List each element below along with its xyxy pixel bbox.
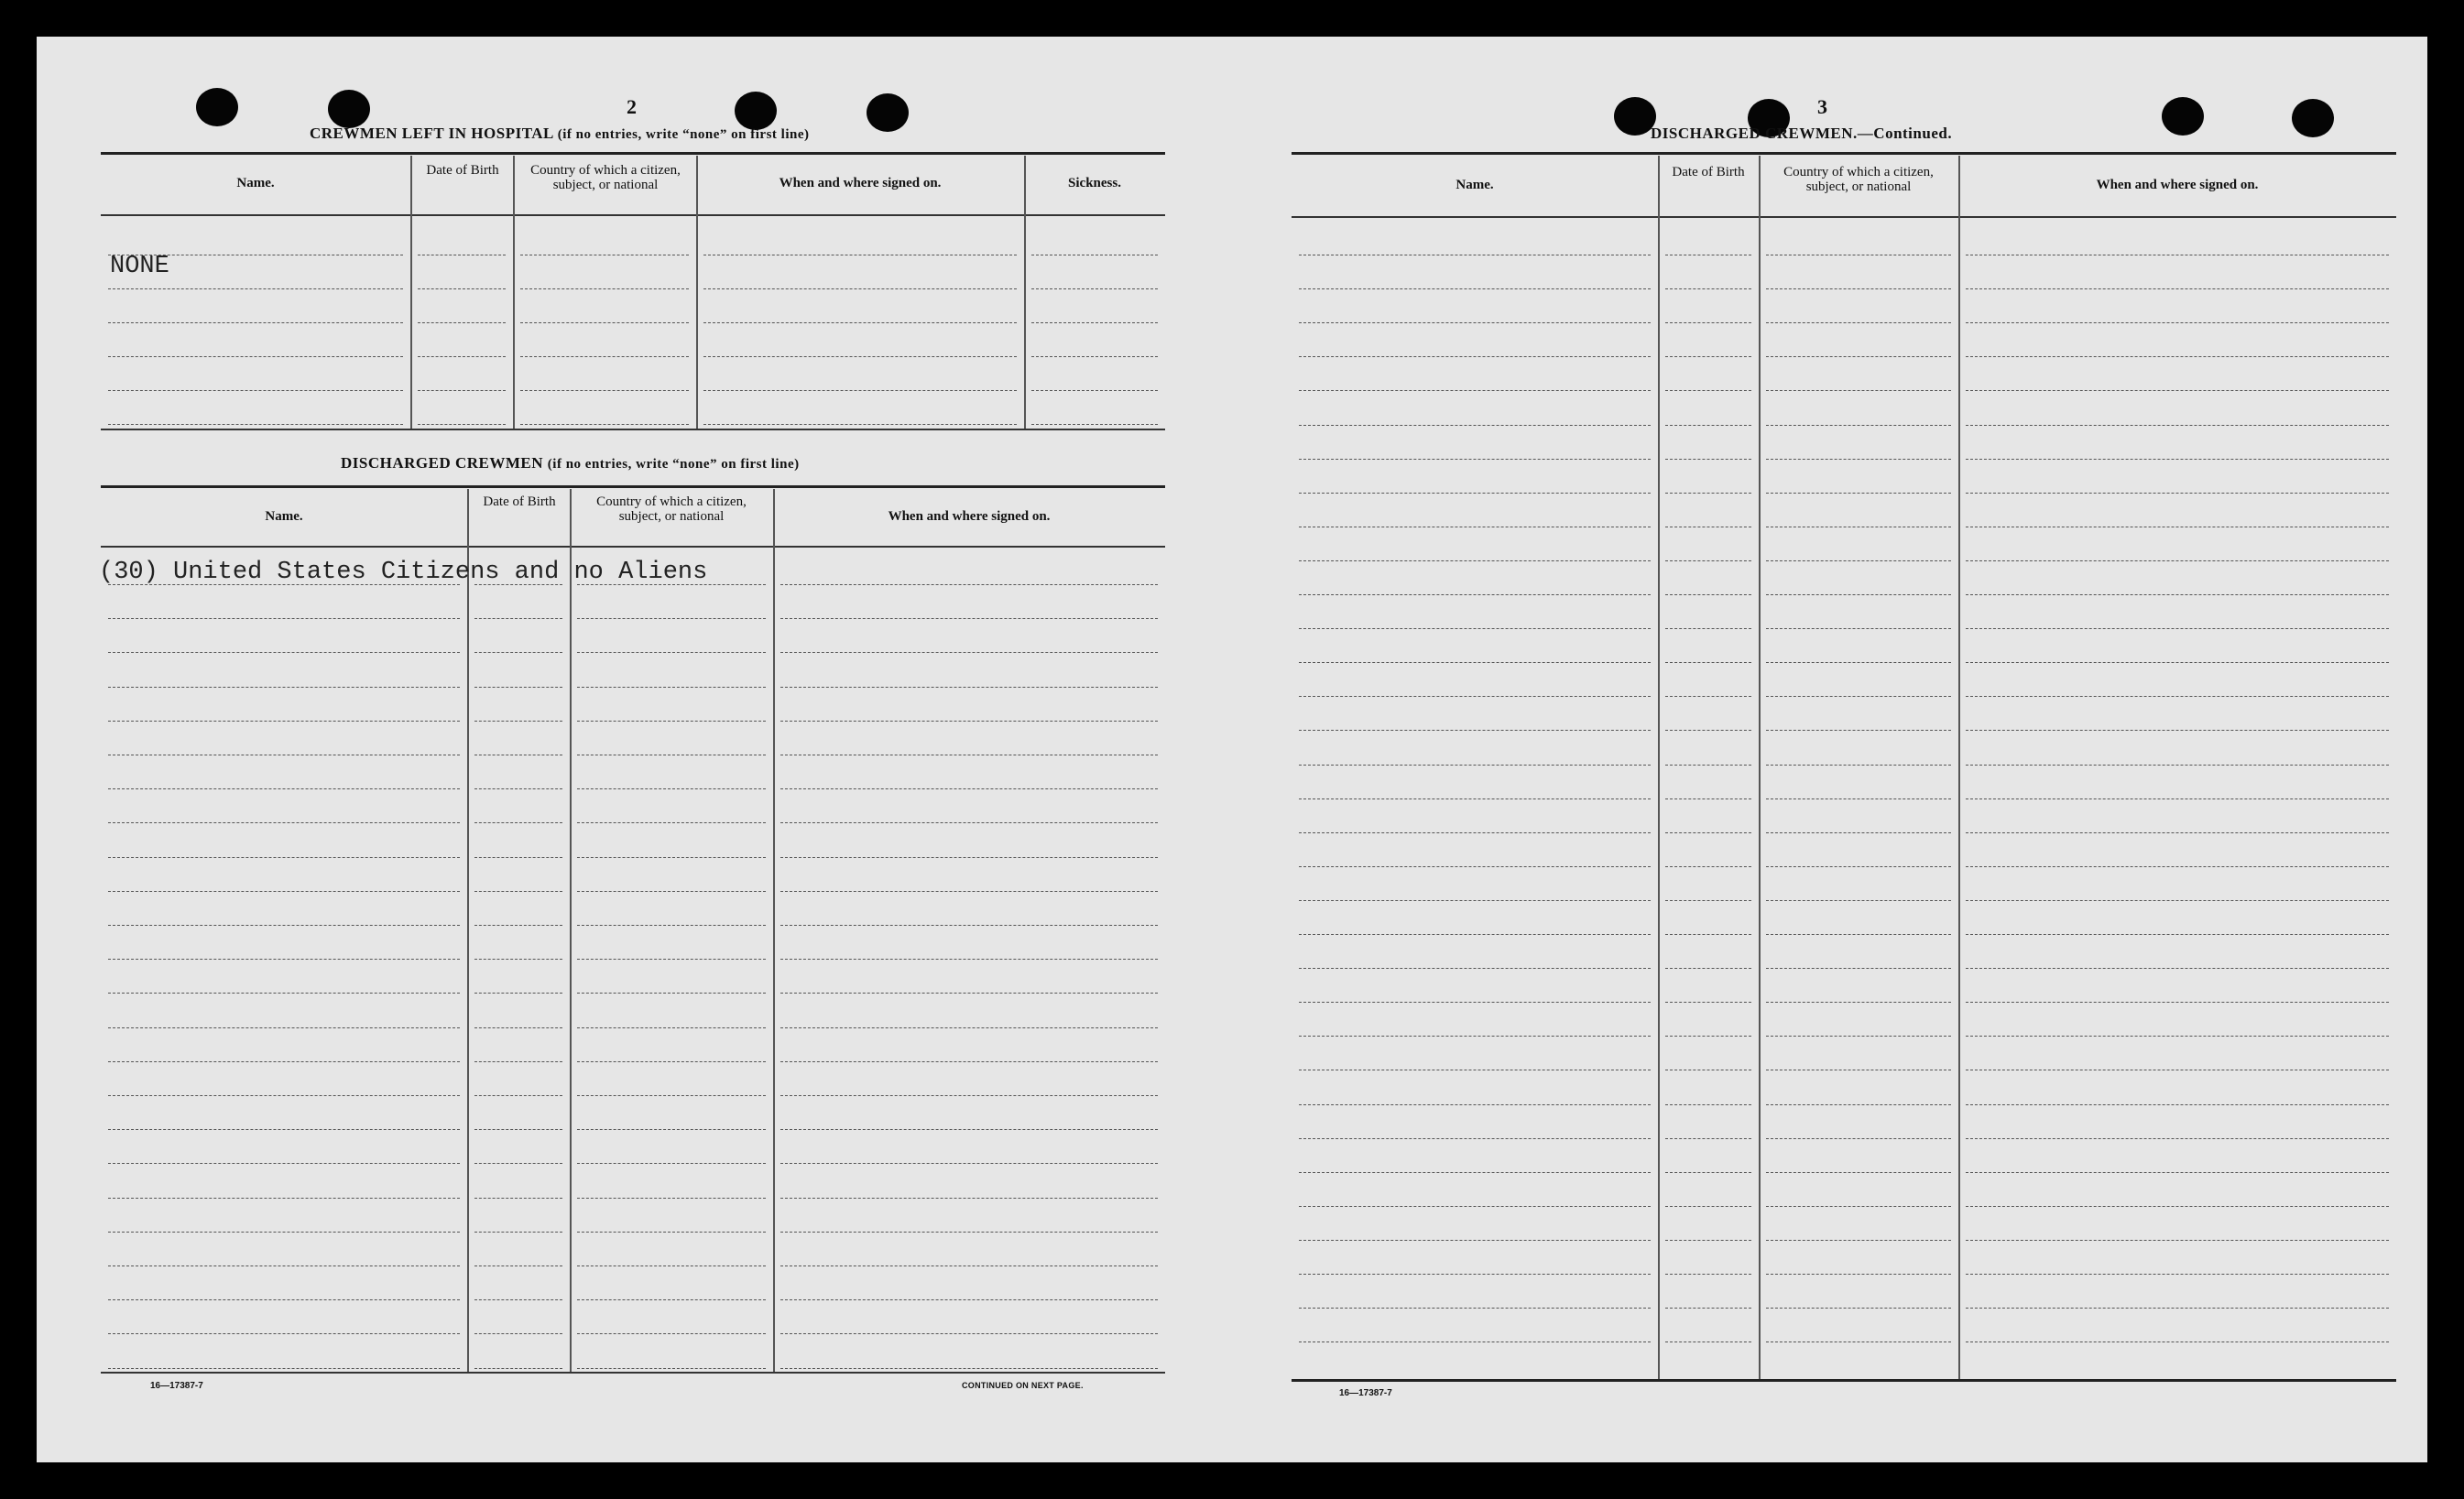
entry-line <box>1299 390 1651 391</box>
entry-line <box>1966 1240 2389 1241</box>
form-number-left: 16—17387-7 <box>150 1381 203 1391</box>
entry-line <box>1299 866 1651 867</box>
entry-line <box>1766 288 1951 289</box>
entry-line <box>474 618 562 619</box>
entry-line <box>1299 1002 1651 1003</box>
discharged-col-divider <box>773 489 775 1372</box>
form-number-right: 16—17387-7 <box>1339 1388 1392 1398</box>
entry-line <box>474 822 562 823</box>
entry-line <box>1966 968 2389 969</box>
entry-line <box>474 891 562 892</box>
entry-line <box>108 356 403 357</box>
entry-line <box>577 959 766 960</box>
entry-line <box>703 390 1017 391</box>
entry-line <box>577 891 766 892</box>
entry-line <box>1665 459 1751 460</box>
entry-line <box>1299 628 1651 629</box>
entry-line <box>1299 934 1651 935</box>
entry-line <box>1299 425 1651 426</box>
entry-line <box>474 959 562 960</box>
discharged-col-divider <box>467 489 469 1372</box>
hospital-col-dob-header: Date of Birth <box>426 163 499 178</box>
entry-line <box>780 618 1158 619</box>
entry-line <box>1766 560 1951 561</box>
right-col-name-header: Name. <box>1456 178 1494 192</box>
right-col-signed-header: When and where signed on. <box>2096 178 2259 192</box>
entry-line <box>1299 1308 1651 1309</box>
hospital-col-divider <box>696 156 698 429</box>
entry-line <box>1299 662 1651 663</box>
entry-line <box>1665 1002 1751 1003</box>
entry-line <box>1665 1104 1751 1105</box>
discharged-title-text: DISCHARGED CREWMEN <box>341 454 544 472</box>
entry-line <box>1299 798 1651 799</box>
entry-line <box>1665 1341 1751 1342</box>
punch-hole <box>867 93 909 132</box>
entry-line <box>1766 493 1951 494</box>
right-col-divider <box>1759 156 1761 1379</box>
entry-line <box>1966 730 2389 731</box>
entry-line <box>1766 968 1951 969</box>
entry-line <box>780 959 1158 960</box>
entry-line <box>1299 1274 1651 1275</box>
entry-line <box>1299 594 1651 595</box>
entry-line <box>1665 765 1751 766</box>
entry-line <box>1766 1172 1951 1173</box>
entry-line <box>418 424 506 425</box>
form-sheet <box>37 37 2427 1462</box>
entry-line <box>1665 322 1751 323</box>
entry-line <box>1031 424 1158 425</box>
entry-line <box>1766 1308 1951 1309</box>
entry-line <box>1766 1138 1951 1139</box>
hospital-col-divider <box>513 156 515 429</box>
entry-line <box>780 652 1158 653</box>
entry-line <box>1966 390 2389 391</box>
entry-line <box>1966 493 2389 494</box>
right-header-rule <box>1292 216 2396 218</box>
entry-line <box>1299 1036 1651 1037</box>
entry-line <box>780 1232 1158 1233</box>
entry-line <box>1665 1308 1751 1309</box>
entry-line <box>108 959 460 960</box>
entry-line <box>780 1027 1158 1028</box>
entry-line <box>1665 594 1751 595</box>
entry-line <box>1299 1206 1651 1207</box>
entry-line <box>108 721 460 722</box>
entry-line <box>1299 356 1651 357</box>
entry-line <box>474 1061 562 1062</box>
entry-line <box>577 687 766 688</box>
entry-line <box>474 1368 562 1369</box>
entry-line <box>577 721 766 722</box>
entry-line <box>780 1163 1158 1164</box>
entry-line <box>1299 696 1651 697</box>
entry-line <box>577 1232 766 1233</box>
entry-line <box>1966 356 2389 357</box>
entry-line <box>577 1299 766 1300</box>
entry-line <box>1665 1138 1751 1139</box>
entry-line <box>577 1198 766 1199</box>
entry-line <box>108 322 403 323</box>
hospital-entry: NONE <box>110 253 169 280</box>
entry-line <box>474 1299 562 1300</box>
entry-line <box>474 1095 562 1096</box>
entry-line <box>474 721 562 722</box>
punch-hole <box>196 88 238 126</box>
entry-line <box>1766 1240 1951 1241</box>
entry-line <box>108 1095 460 1096</box>
entry-line <box>474 652 562 653</box>
entry-line <box>474 857 562 858</box>
entry-line <box>520 424 689 425</box>
entry-line <box>108 288 403 289</box>
entry-line <box>1665 934 1751 935</box>
entry-line <box>1665 1036 1751 1037</box>
entry-line <box>474 993 562 994</box>
entry-line <box>1766 594 1951 595</box>
entry-line <box>1766 1002 1951 1003</box>
entry-line <box>577 925 766 926</box>
entry-line <box>1665 696 1751 697</box>
entry-line <box>577 1095 766 1096</box>
entry-line <box>1665 425 1751 426</box>
discharged-header-rule <box>101 546 1165 548</box>
entry-line <box>108 1299 460 1300</box>
entry-line <box>1665 832 1751 833</box>
entry-line <box>1665 390 1751 391</box>
entry-line <box>1031 322 1158 323</box>
entry-line <box>474 1163 562 1164</box>
entry-line <box>474 1198 562 1199</box>
entry-line <box>1766 765 1951 766</box>
hospital-title-text: CREWMEN LEFT IN HOSPITAL <box>310 125 553 142</box>
entry-line <box>108 1232 460 1233</box>
right-col-divider <box>1958 156 1960 1379</box>
entry-line <box>1299 322 1651 323</box>
entry-line <box>1665 900 1751 901</box>
entry-line <box>520 390 689 391</box>
entry-line <box>418 288 506 289</box>
entry-line <box>780 993 1158 994</box>
entry-line <box>520 322 689 323</box>
entry-line <box>780 721 1158 722</box>
hospital-col-divider <box>1024 156 1026 429</box>
entry-line <box>108 1129 460 1130</box>
entry-line <box>1966 900 2389 901</box>
entry-line <box>780 1333 1158 1334</box>
entry-line <box>520 356 689 357</box>
entry-line <box>1966 866 2389 867</box>
entry-line <box>1299 1341 1651 1342</box>
entry-line <box>1766 798 1951 799</box>
entry-line <box>474 687 562 688</box>
entry-line <box>1966 832 2389 833</box>
entry-line <box>1966 1206 2389 1207</box>
hospital-col-country-header: Country of which a citizen, subject, or national <box>530 163 681 192</box>
entry-line <box>1665 356 1751 357</box>
right-col-divider <box>1658 156 1660 1379</box>
entry-line <box>108 925 460 926</box>
entry-line <box>780 788 1158 789</box>
entry-line <box>108 618 460 619</box>
entry-line <box>1299 288 1651 289</box>
entry-line <box>108 993 460 994</box>
discharged-col-signed-header: When and where signed on. <box>888 509 1051 524</box>
right-table-top-rule <box>1292 152 2396 155</box>
continued-on-next-page: CONTINUED ON NEXT PAGE. <box>962 1381 1084 1390</box>
entry-line <box>780 822 1158 823</box>
entry-line <box>1299 1104 1651 1105</box>
discharged-instruction: (if no entries, write “none” on first line) <box>547 457 800 472</box>
entry-line <box>577 652 766 653</box>
punch-hole <box>2162 97 2204 136</box>
entry-line <box>1665 730 1751 731</box>
entry-line <box>780 925 1158 926</box>
entry-line <box>1966 1036 2389 1037</box>
punch-hole <box>2292 99 2334 137</box>
discharged-section-title <box>341 454 800 473</box>
entry-line <box>780 891 1158 892</box>
entry-line <box>1766 356 1951 357</box>
entry-line <box>1966 1308 2389 1309</box>
entry-line <box>1766 322 1951 323</box>
entry-line <box>1966 1341 2389 1342</box>
entry-line <box>1766 832 1951 833</box>
entry-line <box>474 1129 562 1130</box>
entry-line <box>1665 628 1751 629</box>
hospital-col-divider <box>410 156 412 429</box>
entry-line <box>1766 1104 1951 1105</box>
right-col-country-header: Country of which a citizen, subject, or national <box>1783 165 1934 194</box>
entry-line <box>1665 1274 1751 1275</box>
entry-line <box>1665 866 1751 867</box>
entry-line <box>1966 798 2389 799</box>
entry-line <box>780 584 1158 585</box>
entry-line <box>1665 798 1751 799</box>
entry-line <box>1665 1172 1751 1173</box>
entry-line <box>520 288 689 289</box>
entry-line <box>703 356 1017 357</box>
discharged-entry: (30) United States Citizens and no Aliens <box>99 559 708 586</box>
entry-line <box>1031 288 1158 289</box>
entry-line <box>780 1265 1158 1266</box>
entry-line <box>780 1129 1158 1130</box>
entry-line <box>1299 560 1651 561</box>
discharged-col-divider <box>570 489 572 1372</box>
entry-line <box>780 687 1158 688</box>
entry-line <box>108 424 403 425</box>
entry-line <box>1766 628 1951 629</box>
discharged-col-dob-header: Date of Birth <box>483 494 556 509</box>
entry-line <box>1031 356 1158 357</box>
entry-line <box>780 1095 1158 1096</box>
entry-line <box>1766 1274 1951 1275</box>
entry-line <box>1766 390 1951 391</box>
hospital-table-top-rule <box>101 152 1165 155</box>
entry-line <box>108 1061 460 1062</box>
entry-line <box>1299 1240 1651 1241</box>
entry-line <box>1665 662 1751 663</box>
entry-line <box>108 390 403 391</box>
entry-line <box>474 1333 562 1334</box>
entry-line <box>1766 459 1951 460</box>
entry-line <box>474 925 562 926</box>
entry-line <box>577 1027 766 1028</box>
punch-hole <box>328 90 370 128</box>
entry-line <box>703 424 1017 425</box>
discharged-col-country-header: Country of which a citizen, subject, or national <box>596 494 747 524</box>
entry-line <box>1299 1138 1651 1139</box>
entry-line <box>1966 1172 2389 1173</box>
entry-line <box>1665 288 1751 289</box>
hospital-col-name-header: Name. <box>236 176 275 190</box>
entry-line <box>108 822 460 823</box>
entry-line <box>1766 1341 1951 1342</box>
right-section-title: DISCHARGED CREWMEN.—Continued. <box>1651 125 1953 142</box>
entry-line <box>108 1333 460 1334</box>
entry-line <box>1966 425 2389 426</box>
entry-line <box>108 1265 460 1266</box>
entry-line <box>1766 662 1951 663</box>
entry-line <box>577 993 766 994</box>
entry-line <box>1966 288 2389 289</box>
entry-line <box>1766 1036 1951 1037</box>
entry-line <box>1966 560 2389 561</box>
entry-line <box>1966 628 2389 629</box>
hospital-section-title <box>310 125 810 143</box>
entry-line <box>577 1061 766 1062</box>
entry-line <box>1766 934 1951 935</box>
entry-line <box>108 1368 460 1369</box>
entry-line <box>1966 1104 2389 1105</box>
entry-line <box>1299 1172 1651 1173</box>
entry-line <box>780 1299 1158 1300</box>
entry-line <box>108 1027 460 1028</box>
entry-line <box>1966 1138 2389 1139</box>
right-table-bottom-rule <box>1292 1379 2396 1382</box>
entry-line <box>1665 1206 1751 1207</box>
entry-line <box>1766 730 1951 731</box>
entry-line <box>577 1265 766 1266</box>
entry-line <box>1299 900 1651 901</box>
entry-line <box>1966 322 2389 323</box>
entry-line <box>1766 696 1951 697</box>
entry-line <box>780 1368 1158 1369</box>
hospital-instruction: (if no entries, write “none” on first line) <box>557 127 810 142</box>
entry-line <box>474 1232 562 1233</box>
entry-line <box>1966 1002 2389 1003</box>
discharged-col-name-header: Name. <box>265 509 303 524</box>
entry-line <box>577 1163 766 1164</box>
entry-line <box>703 322 1017 323</box>
entry-line <box>1665 968 1751 969</box>
entry-line <box>108 857 460 858</box>
entry-line <box>1665 560 1751 561</box>
entry-line <box>577 1129 766 1130</box>
page-number-right: 3 <box>1817 95 1827 118</box>
entry-line <box>703 288 1017 289</box>
hospital-col-signed-header: When and where signed on. <box>779 176 942 190</box>
entry-line <box>1966 662 2389 663</box>
entry-line <box>577 857 766 858</box>
entry-line <box>1299 730 1651 731</box>
entry-line <box>1766 866 1951 867</box>
entry-line <box>1966 1274 2389 1275</box>
entry-line <box>1299 968 1651 969</box>
entry-line <box>418 390 506 391</box>
discharged-table-top-rule <box>101 485 1165 488</box>
entry-line <box>1766 1206 1951 1207</box>
entry-line <box>1966 934 2389 935</box>
entry-line <box>1665 493 1751 494</box>
entry-line <box>108 788 460 789</box>
entry-line <box>1966 459 2389 460</box>
right-col-dob-header: Date of Birth <box>1672 165 1745 179</box>
entry-line <box>1299 493 1651 494</box>
entry-line <box>577 822 766 823</box>
entry-line <box>1665 1240 1751 1241</box>
entry-line <box>1966 696 2389 697</box>
page-number-left: 2 <box>627 95 637 118</box>
hospital-col-sickness-header: Sickness. <box>1068 176 1121 190</box>
entry-line <box>780 1198 1158 1199</box>
entry-line <box>1031 390 1158 391</box>
entry-line <box>577 618 766 619</box>
entry-line <box>474 1265 562 1266</box>
entry-line <box>108 1198 460 1199</box>
entry-line <box>1966 594 2389 595</box>
entry-line <box>1299 832 1651 833</box>
entry-line <box>474 1027 562 1028</box>
entry-line <box>1966 765 2389 766</box>
entry-line <box>108 652 460 653</box>
entry-line <box>780 1061 1158 1062</box>
entry-line <box>108 891 460 892</box>
entry-line <box>418 322 506 323</box>
entry-line <box>108 1163 460 1164</box>
entry-line <box>577 1368 766 1369</box>
entry-line <box>577 788 766 789</box>
discharged-table-bottom-rule <box>101 1372 1165 1374</box>
entry-line <box>1299 765 1651 766</box>
hospital-header-rule <box>101 214 1165 216</box>
entry-line <box>780 857 1158 858</box>
entry-line <box>418 356 506 357</box>
hospital-table-bottom-rule <box>101 429 1165 430</box>
entry-line <box>1766 900 1951 901</box>
entry-line <box>1299 459 1651 460</box>
entry-line <box>474 788 562 789</box>
entry-line <box>577 1333 766 1334</box>
entry-line <box>108 687 460 688</box>
entry-line <box>1766 425 1951 426</box>
